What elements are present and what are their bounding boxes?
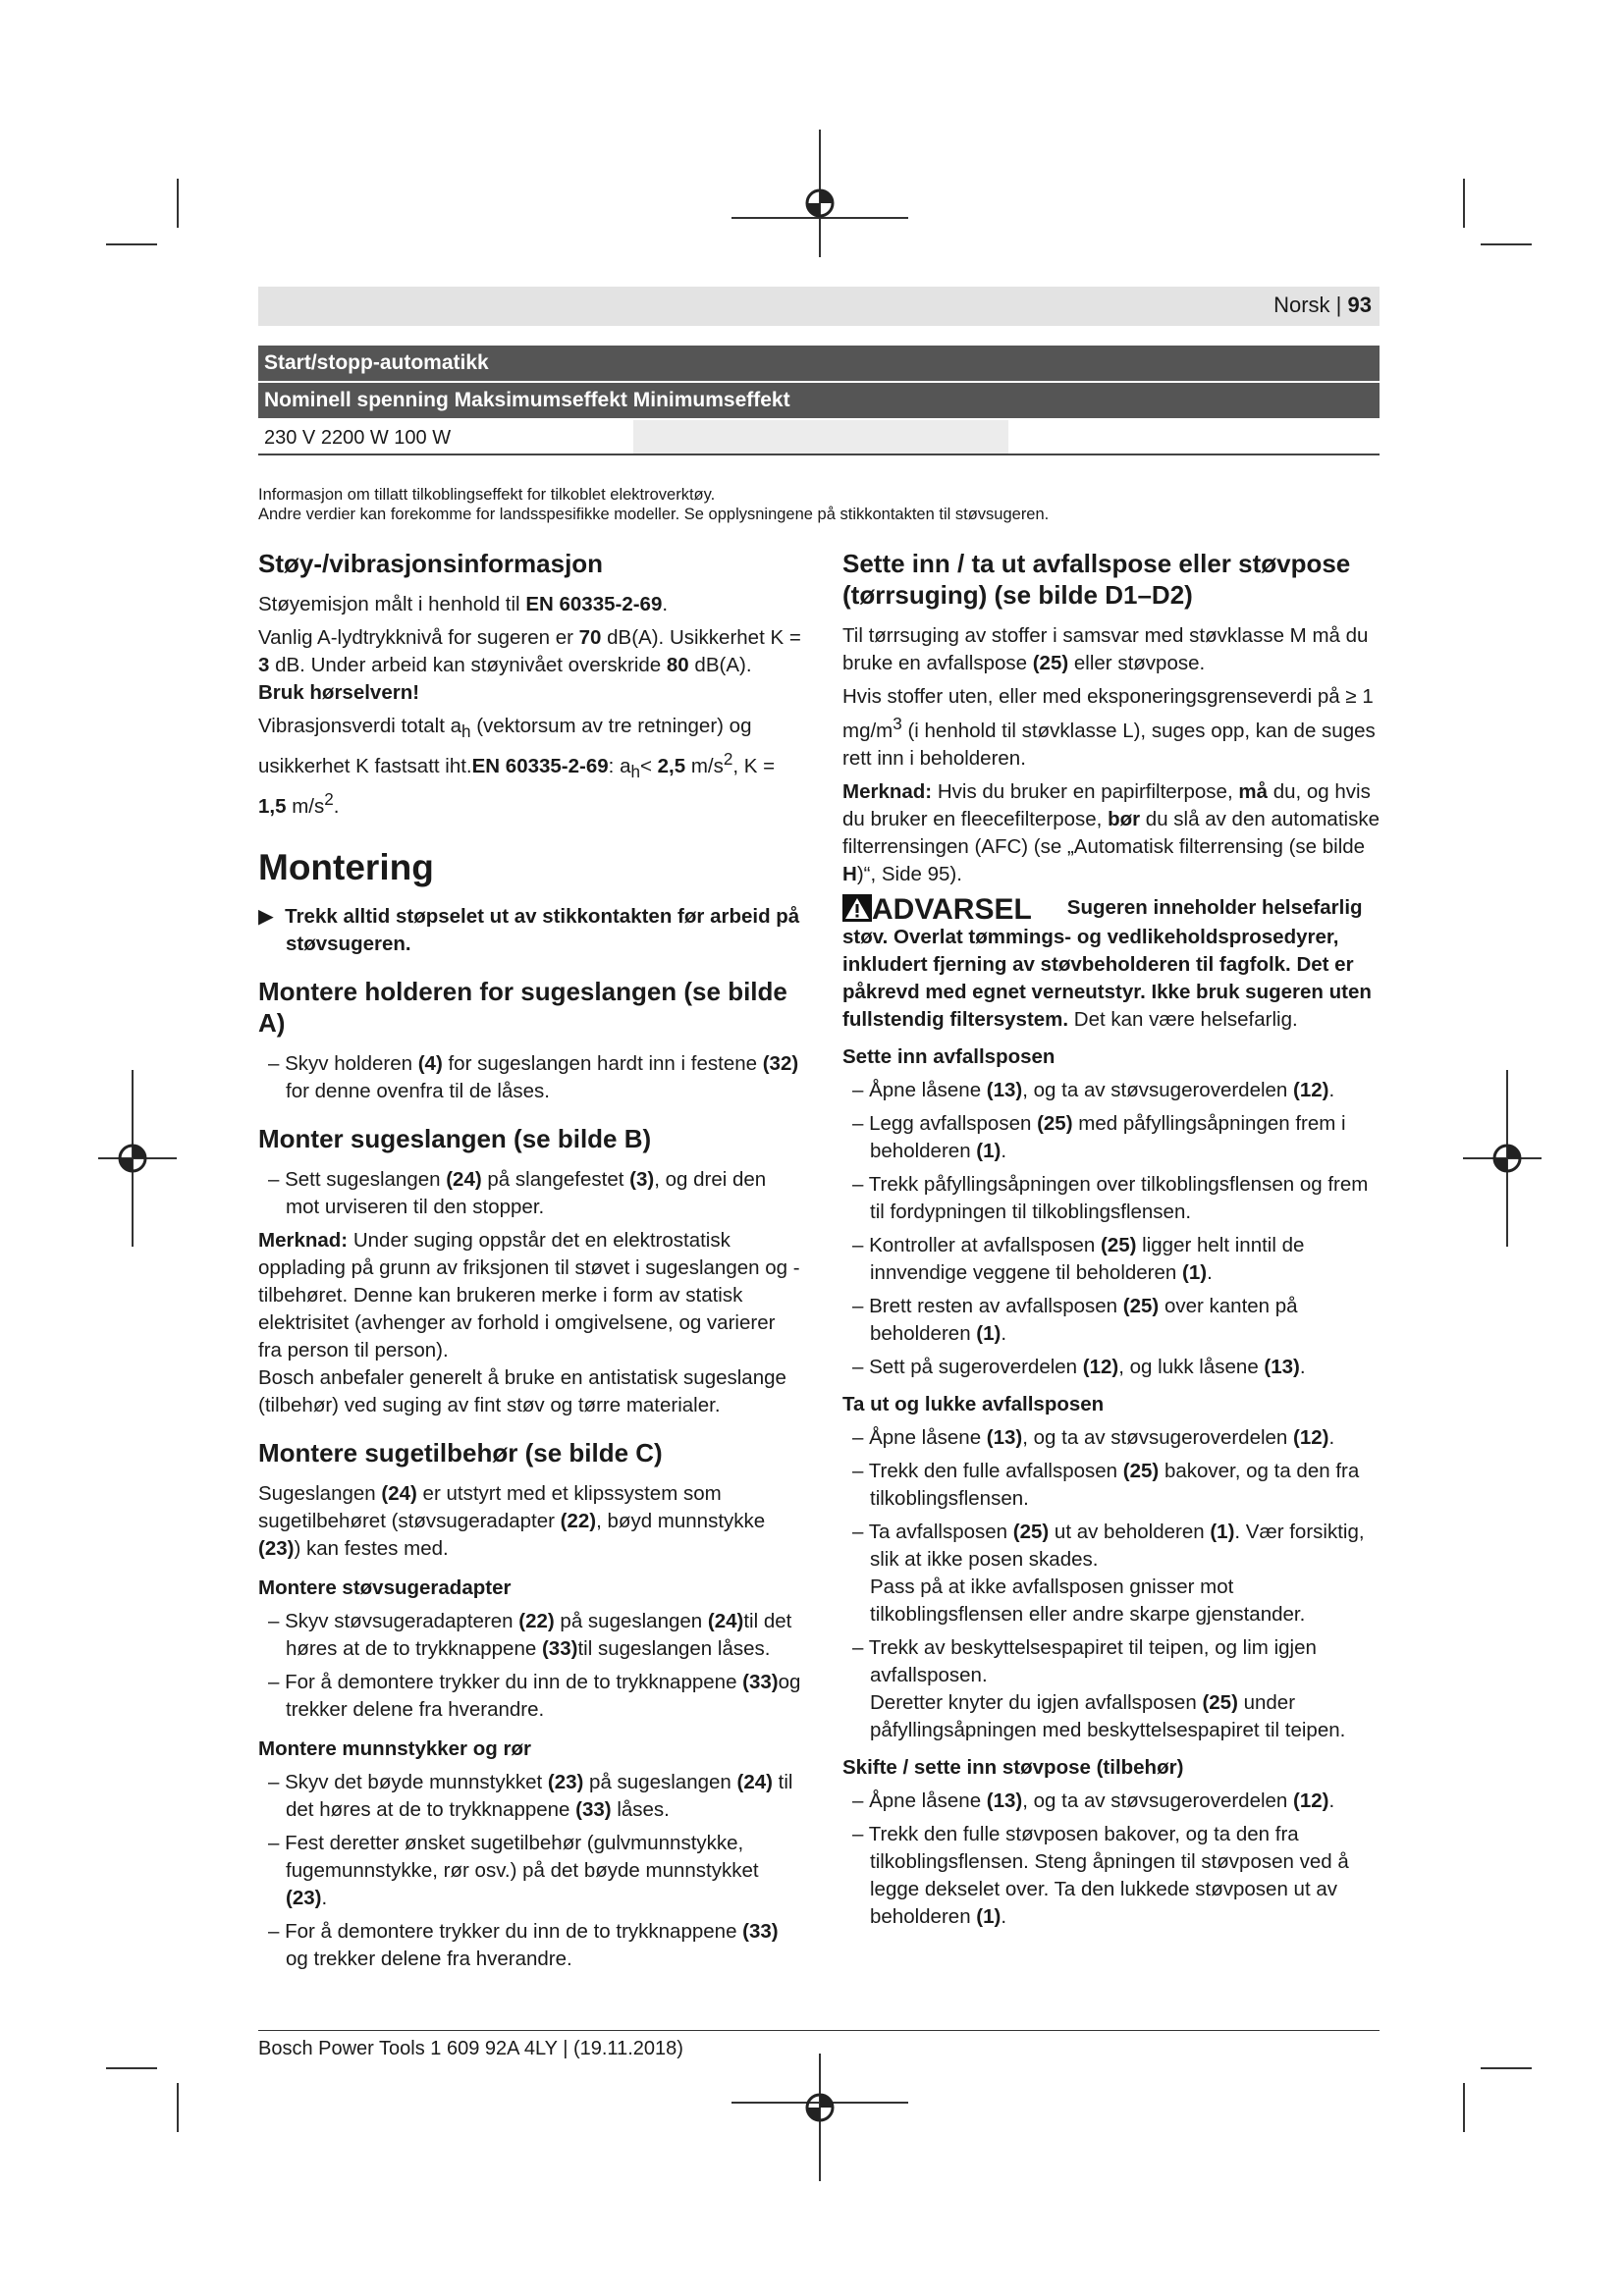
warning-block: [842, 894, 1382, 1034]
list-item: – Trekk av beskyttelsespapiret til teipen, og lim igjen avfallsposen. Deretter knyter du igjen avfallsposen (25) under påfyllingsåpningen med beskyttelsespapiret til teipen.: [852, 1635, 1346, 1741]
subsection-title-dustbag: Skifte / sette inn støvpose (tilbehør): [842, 1755, 1184, 1779]
list-item: – For å demontere trykker du inn de to trykknappene (33)og trekker delene fra hverandre.: [268, 1670, 801, 1721]
bag-note: Merknad: Hvis du bruker en papirfilterpose, må du, og hvis du bruker en fleecefilterpose, bør du slå av den automatiske filterrensingen (AFC) (se „Automatisk filterrensing (se bilde H)“, Side 95).: [842, 779, 1380, 885]
page-number: 93: [1347, 293, 1372, 317]
table-data-row: [258, 420, 1380, 455]
list-item: – Ta avfallsposen (25) ut av beholderen (1). Vær forsiktig, slik at ikke posen skades. Pass på at ikke avfallsposen gnisser mot tilkoblingsflensen eller andre skarpe gjenstander.: [852, 1520, 1365, 1626]
section-title-bag: Sette inn / ta ut avfallspose eller støvpose (tørrsuging) (se bilde D1–D2): [842, 549, 1351, 610]
section-title-noise: Støy-/vibrasjonsinformasjon: [258, 549, 604, 578]
list-item: – Kontroller at avfallsposen (25) ligger helt inntil de innvendige veggene til beholderen (1).: [852, 1233, 1305, 1284]
list-item: – Åpne låsene (13), og ta av støvsugeroverdelen (12).: [852, 1789, 1335, 1812]
crop-mark: [106, 2067, 157, 2069]
header-separator: |: [1329, 293, 1348, 317]
list-item: – Trekk den fulle støvposen bakover, og ta den fra tilkoblingsflensen. Steng åpningen til støvposen ved å legge dekselet over. Ta den lukkede støvposen ut av beholderen (1).: [852, 1822, 1349, 1928]
list-item: – Fest deretter ønsket sugetilbehør (gulvmunnstykke, fugemunnstykke, rør osv.) på det bøyde munnstykket (23).: [268, 1831, 759, 1909]
section-title-hose: Monter sugeslangen (se bilde B): [258, 1123, 652, 1153]
bag-paragraph-1: Til tørrsuging av stoffer i samsvar med støvklasse M må du bruke en avfallspose (25) eller støvpose.: [842, 624, 1369, 674]
crop-mark: [177, 179, 179, 228]
registration-mark-bottom: [731, 2054, 908, 2191]
section-title-accessories: Montere sugetilbehør (se bilde C): [258, 1437, 663, 1468]
crop-mark: [1463, 179, 1465, 228]
crop-mark: [1481, 2067, 1532, 2069]
list-item: – Brett resten av avfallsposen (25) over kanten på beholderen (1).: [852, 1294, 1298, 1345]
table-row-autostart: Start/stopp-automatikk: [258, 346, 1380, 381]
list-item: – Skyv støvsugeradapteren (22) på sugeslangen (24)til det høres at de to trykknappene (33)til sugeslangen låses.: [268, 1609, 792, 1660]
registration-mark-top: [731, 130, 908, 267]
list-item: – Skyv det bøyde munnstykket (23) på sugeslangen (24) til det høres at de to trykknappene (33) låses.: [268, 1770, 793, 1821]
list-item: – Åpne låsene (13), og ta av støvsugeroverdelen (12).: [852, 1425, 1335, 1449]
table-header-row: Nominell spenning Maksimumseffekt Minimumseffekt: [258, 383, 1380, 418]
crop-mark: [1463, 2083, 1465, 2132]
list-item: – Legg avfallsposen (25) med påfyllingsåpningen frem i beholderen (1).: [852, 1111, 1346, 1162]
list-item: – For å demontere trykker du inn de to trykknappene (33) og trekker delene fra hverandre.: [268, 1919, 779, 1970]
page-header-text: [1273, 293, 1380, 318]
table-note-line-1: Informasjon om tillatt tilkoblingseffekt for tilkoblet elektroverktøy.: [258, 486, 716, 504]
registration-mark-left: [98, 1070, 177, 1247]
list-item: – Skyv holderen (4) for sugeslangen hardt inn i festene (32) for denne ovenfra til de låses.: [268, 1051, 799, 1102]
warning-text-normal: Det kan være helsefarlig.: [1068, 1007, 1298, 1031]
footer-rule: [258, 2030, 1380, 2031]
header-section: Norsk: [1273, 293, 1330, 317]
hose-note: Merknad: Under suging oppstår det en elektrostatisk opplading på grunn av friksjonen til støvet i sugeslangen og -tilbehøret. Denne kan brukeren merke i form av statisk elektrisitet (avhenger av forhold i omgivelsene, og varierer fra person til person).: [258, 1228, 800, 1362]
warning-text: Sugeren inneholder helsefarlig støv. Overlat tømmings- og vedlikeholdsprosedyrer, inkludert fjerning av støvbeholderen til fagfolk. Det er påkrevd med egnet verneutstyr. Ikke bruk sugeren uten fullstendig filtersystem.: [842, 895, 1372, 1031]
registration-mark-right: [1463, 1070, 1542, 1247]
page-header: [258, 287, 1380, 326]
list-item: – Trekk påfyllingsåpningen over tilkoblingsflensen og frem til fordypningen til tilkoblingsflensen.: [852, 1172, 1369, 1223]
warning-label: ADVARSEL: [842, 894, 1032, 924]
table-note: [258, 485, 1380, 524]
noise-paragraph-vibration: Vibrasjonsverdi totalt $a_h$ (vektorsum av tre retninger) og usikkerhet K fastsatt iht.EN 60335-2-69: $a_h< 2,5$ $m/s^2$, K = 1,5 $m/s^2$.: [258, 715, 776, 818]
list-item: – Trekk den fulle avfallsposen (25) bakover, og ta den fra tilkoblingsflensen.: [852, 1459, 1360, 1510]
right-column: [842, 548, 1382, 1937]
subsection-title-remove: Ta ut og lukke avfallsposen: [842, 1392, 1105, 1415]
triangle-bullet-icon: ▶: [258, 904, 286, 928]
list-item: – Åpne låsene (13), og ta av støvsugeroverdelen (12).: [852, 1078, 1335, 1101]
left-column: [258, 548, 803, 1979]
section-title-montering: Montering: [258, 846, 434, 887]
hose-note-recommendation: Bosch anbefaler generelt å bruke en antistatisk sugeslange (tilbehør) ved suging av fint støv og tørre materialer.: [258, 1365, 786, 1416]
section-title-holder: Montere holderen for sugeslangen (se bilde A): [258, 976, 787, 1038]
safety-warning-unplug: ▶ Trekk alltid støpselet ut av stikkontakten før arbeid på støvsugeren.: [258, 904, 800, 955]
noise-paragraph-1: Støyemisjon målt i henhold til EN 60335-2-69.: [258, 593, 669, 615]
table-cell-shade: [633, 420, 1008, 454]
warning-triangle-icon: [842, 894, 872, 922]
page-footer: Bosch Power Tools 1 609 92A 4LY | (19.11.2018): [258, 2038, 683, 2059]
subsection-title-insert: Sette inn avfallsposen: [842, 1044, 1056, 1068]
hearing-protection-note: Bruk hørselvern!: [258, 681, 420, 704]
subsection-title-nozzle: Montere munnstykker og rør: [258, 1736, 531, 1760]
subsection-title-adapter: Montere støvsugeradapter: [258, 1575, 512, 1599]
table-note-line-2: Andre verdier kan forekomme for landsspesifikke modeller. Se opplysningene på stikkontakten til støvsugeren.: [258, 506, 1050, 523]
crop-mark: [106, 243, 157, 245]
table-values: 230 V 2200 W 100 W: [264, 427, 452, 449]
noise-paragraph-2: Vanlig A-lydtrykknivå for sugeren er 70 dB(A). Usikkerhet K = 3 dB. Under arbeid kan støynivået overskride 80 dB(A). Bruk hørselvern!: [258, 626, 801, 704]
accessories-paragraph: Sugeslangen (24) er utstyrt med et klipssystem som sugetilbehøret (støvsugeradapter (22), bøyd munnstykke (23)) kan festes med.: [258, 1481, 766, 1560]
bag-paragraph-2: Hvis stoffer uten, eller med eksponeringsgrenseverdi på ≥ 1 $mg/m^3$ (i henhold til støvklasse L), suges opp, kan de suges rett inn i beholderen.: [842, 685, 1376, 770]
list-item: – Sett på sugeroverdelen (12), og lukk låsene (13).: [852, 1355, 1306, 1378]
crop-mark: [1481, 243, 1532, 245]
crop-mark: [177, 2083, 179, 2132]
list-item: – Sett sugeslangen (24) på slangefestet (3), og drei den mot urviseren til den stopper.: [268, 1167, 767, 1218]
